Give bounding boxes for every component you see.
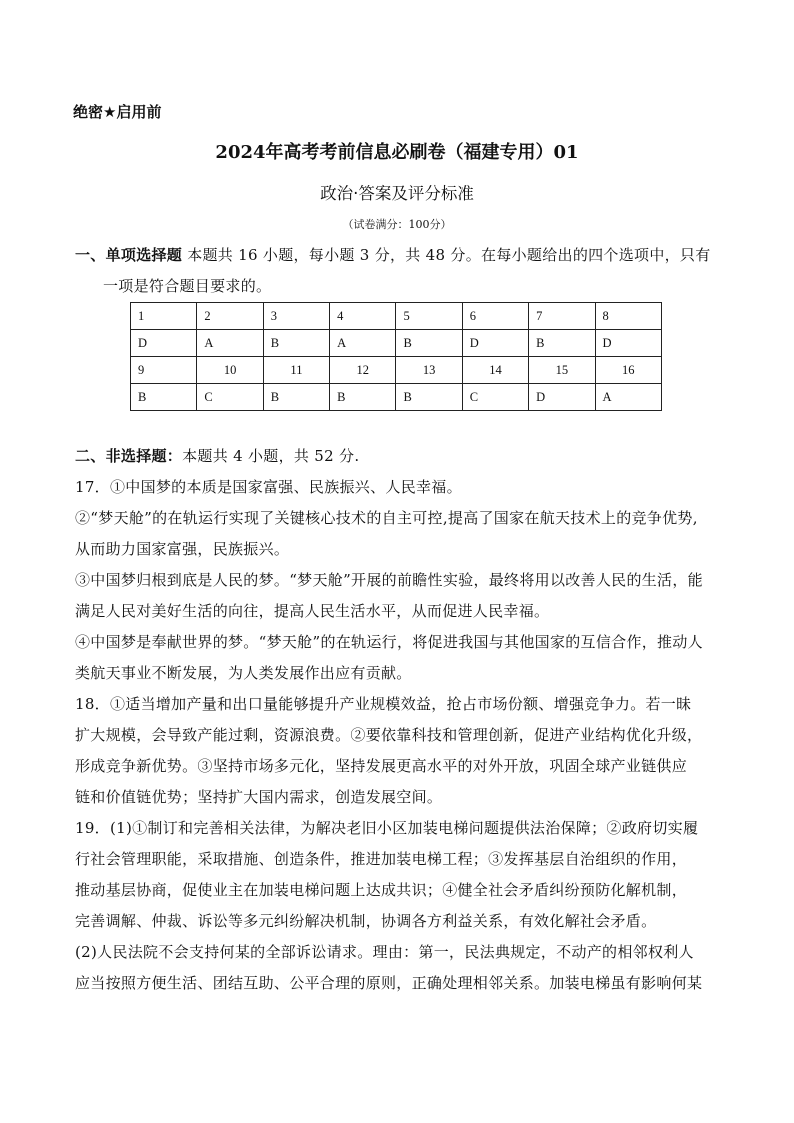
q19-line: (2)人民法院不会支持何某的全部诉讼请求。理由：第一，民法典规定，不动产的相邻权利人: [75, 943, 694, 961]
section1-intro: [75, 240, 725, 302]
table-cell: 16: [595, 357, 661, 384]
q17-line: ③中国梦归根到底是人民的梦。“梦天舱”开展的前瞻性实验，最终将用以改善人民的生活，能: [75, 571, 703, 589]
table-cell: 9: [131, 357, 197, 384]
table-cell: B: [529, 330, 595, 357]
table-cell: 12: [330, 357, 396, 384]
q18-line: 链和价值链优势；坚持扩大国内需求，创造发展空间。: [75, 788, 443, 806]
table-cell: D: [529, 384, 595, 411]
q17-line: 17．①中国梦的本质是国家富强、民族振兴、人民幸福。: [75, 478, 462, 496]
confidential-label: 绝密★启用前: [73, 103, 162, 121]
table-cell: 15: [529, 357, 595, 384]
table-cell: A: [330, 330, 396, 357]
q17-line: ④中国梦是奉献世界的梦。“梦天舱”的在轨运行，将促进我国与其他国家的互信合作，推动人: [75, 633, 703, 651]
table-cell: 2: [197, 303, 263, 330]
table-cell: D: [131, 330, 197, 357]
q18-line: 扩大规模，会导致产能过剩，资源浪费。②要依靠科技和管理创新，促进产业结构优化升级，: [75, 726, 703, 744]
table-cell: A: [197, 330, 263, 357]
table-cell: 5: [396, 303, 462, 330]
full-score-note: （试卷满分：100分）: [342, 218, 452, 231]
table-cell: 6: [462, 303, 528, 330]
section2-intro: [75, 441, 725, 472]
section2-desc: 本题共 4 小题，共 52 分.: [182, 447, 360, 465]
q19-line: 19．(1)①制订和完善相关法律，为解决老旧小区加装电梯问题提供法治保障；②政府切实履: [75, 819, 699, 837]
table-cell: B: [396, 330, 462, 357]
table-cell: 13: [396, 357, 462, 384]
section1-heading: 一、单项选择题: [75, 246, 183, 264]
q17-line: 满足人民对美好生活的向往，提高人民生活水平，从而促进人民幸福。: [75, 602, 550, 620]
table-cell: D: [595, 330, 661, 357]
table-row: [131, 357, 662, 384]
table-cell: 14: [462, 357, 528, 384]
q19-line: 推动基层协商，促使业主在加装电梯问题上达成共识；④健全社会矛盾纠纷预防化解机制，: [75, 881, 688, 899]
table-cell: 8: [595, 303, 661, 330]
table-cell: A: [595, 384, 661, 411]
table-cell: B: [131, 384, 197, 411]
answer-table: [130, 302, 662, 411]
q19-line: 行社会管理职能，采取措施、创造条件，推进加装电梯工程；③发挥基层自治组织的作用，: [75, 850, 688, 868]
table-cell: C: [462, 384, 528, 411]
table-cell: B: [330, 384, 396, 411]
table-row: [131, 330, 662, 357]
table-cell: B: [263, 384, 329, 411]
table-cell: 1: [131, 303, 197, 330]
q17-line: 类航天事业不断发展，为人类发展作出应有贡献。: [75, 664, 412, 682]
question-17: [75, 472, 725, 689]
section1-desc-line2: 一项是符合题目要求的。: [103, 277, 272, 295]
table-row: [131, 303, 662, 330]
section2-heading: 二、非选择题：: [75, 447, 183, 465]
table-cell: 11: [263, 357, 329, 384]
page-subtitle: 政治·答案及评分标准: [320, 184, 474, 203]
table-cell: D: [462, 330, 528, 357]
q17-line: 从而助力国家富强，民族振兴。: [75, 540, 290, 558]
q19-line: 完善调解、仲裁、诉讼等多元纠纷解决机制，协调各方利益关系，有效化解社会矛盾。: [75, 912, 657, 930]
page-title: 2024年高考考前信息必刷卷（福建专用）01: [215, 142, 579, 163]
table-row: [131, 384, 662, 411]
question-18: [75, 689, 725, 813]
table-cell: 10: [197, 357, 263, 384]
table-cell: 4: [330, 303, 396, 330]
q19-line: 应当按照方便生活、团结互助、公平合理的原则，正确处理相邻关系。加装电梯虽有影响何某: [75, 974, 703, 992]
table-cell: 7: [529, 303, 595, 330]
q18-line: 18．①适当增加产量和出口量能够提升产业规模效益，抢占市场份额、增强竞争力。若一昧: [75, 695, 692, 713]
table-cell: C: [197, 384, 263, 411]
q18-line: 形成竞争新优势。③坚持市场多元化，坚持发展更高水平的对外开放，巩固全球产业链供应: [75, 757, 688, 775]
question-19: [75, 813, 725, 999]
q17-line: ②“梦天舱”的在轨运行实现了关键核心技术的自主可控,提高了国家在航天技术上的竞争优势,: [75, 509, 698, 527]
section1-desc-line1: 本题共 16 小题，每小题 3 分，共 48 分。在每小题给出的四个选项中，只有: [187, 246, 711, 264]
table-cell: B: [263, 330, 329, 357]
table-cell: 3: [263, 303, 329, 330]
table-cell: B: [396, 384, 462, 411]
